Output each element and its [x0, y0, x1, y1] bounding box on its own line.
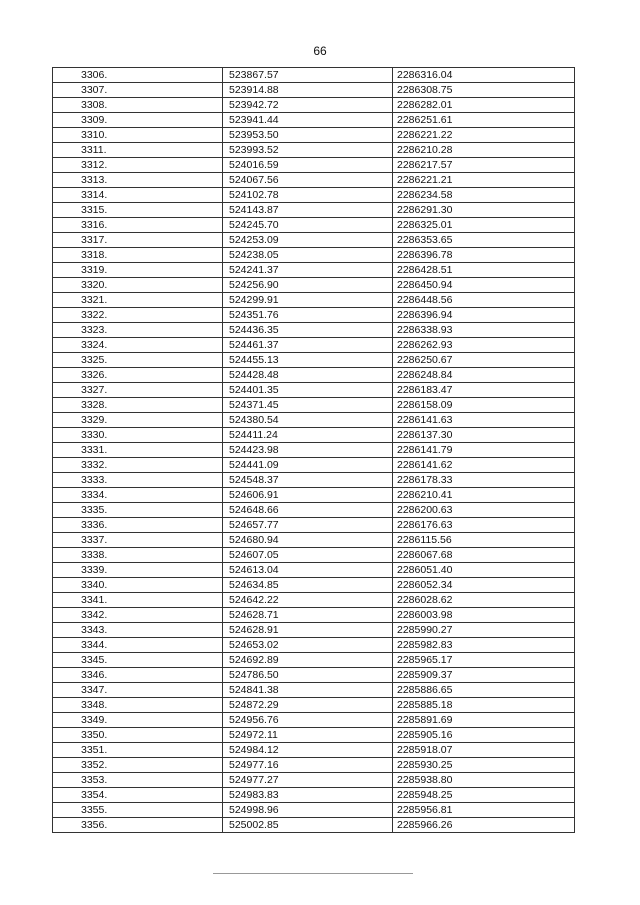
serial-number-cell: 3336. — [53, 518, 223, 533]
y-coordinate-cell: 2286217.57 — [393, 158, 575, 173]
serial-number-cell: 3331. — [53, 443, 223, 458]
table-row — [53, 68, 575, 83]
x-coordinate-cell: 524653.02 — [223, 638, 393, 653]
x-coordinate-cell: 524607.05 — [223, 548, 393, 563]
x-coordinate-cell: 523914.88 — [223, 83, 393, 98]
x-coordinate-cell: 524411.24 — [223, 428, 393, 443]
x-coordinate-cell: 523941.44 — [223, 113, 393, 128]
x-coordinate-cell: 524872.29 — [223, 698, 393, 713]
table-row — [53, 788, 575, 803]
table-row — [53, 83, 575, 98]
x-coordinate-cell: 524245.70 — [223, 218, 393, 233]
y-coordinate-cell: 2286067.68 — [393, 548, 575, 563]
x-coordinate-cell: 524241.37 — [223, 263, 393, 278]
serial-number-cell: 3324. — [53, 338, 223, 353]
x-coordinate-cell: 524016.59 — [223, 158, 393, 173]
serial-number-cell: 3322. — [53, 308, 223, 323]
serial-number-cell: 3338. — [53, 548, 223, 563]
table-row — [53, 578, 575, 593]
table-row — [53, 488, 575, 503]
table-row — [53, 443, 575, 458]
table-row — [53, 218, 575, 233]
y-coordinate-cell: 2286052.34 — [393, 578, 575, 593]
serial-number-cell: 3346. — [53, 668, 223, 683]
serial-number-cell: 3327. — [53, 383, 223, 398]
table-row — [53, 143, 575, 158]
serial-number-cell: 3325. — [53, 353, 223, 368]
coordinates-table-body — [53, 68, 575, 833]
y-coordinate-cell: 2286051.40 — [393, 563, 575, 578]
y-coordinate-cell: 2285965.17 — [393, 653, 575, 668]
serial-number-cell: 3321. — [53, 293, 223, 308]
table-row — [53, 428, 575, 443]
y-coordinate-cell: 2286141.79 — [393, 443, 575, 458]
x-coordinate-cell: 524606.91 — [223, 488, 393, 503]
table-row — [53, 608, 575, 623]
y-coordinate-cell: 2286183.47 — [393, 383, 575, 398]
y-coordinate-cell: 2285938.80 — [393, 773, 575, 788]
table-row — [53, 263, 575, 278]
x-coordinate-cell: 524428.48 — [223, 368, 393, 383]
x-coordinate-cell: 524238.05 — [223, 248, 393, 263]
x-coordinate-cell: 524642.22 — [223, 593, 393, 608]
x-coordinate-cell: 524613.04 — [223, 563, 393, 578]
y-coordinate-cell: 2286028.62 — [393, 593, 575, 608]
table-row — [53, 338, 575, 353]
y-coordinate-cell: 2286248.84 — [393, 368, 575, 383]
table-row — [53, 593, 575, 608]
y-coordinate-cell: 2286141.62 — [393, 458, 575, 473]
table-row — [53, 353, 575, 368]
serial-number-cell: 3312. — [53, 158, 223, 173]
y-coordinate-cell: 2285891.69 — [393, 713, 575, 728]
table-row — [53, 158, 575, 173]
x-coordinate-cell: 523953.50 — [223, 128, 393, 143]
serial-number-cell: 3352. — [53, 758, 223, 773]
table-row — [53, 668, 575, 683]
serial-number-cell: 3344. — [53, 638, 223, 653]
x-coordinate-cell: 524143.87 — [223, 203, 393, 218]
x-coordinate-cell: 524436.35 — [223, 323, 393, 338]
table-row — [53, 743, 575, 758]
serial-number-cell: 3320. — [53, 278, 223, 293]
serial-number-cell: 3323. — [53, 323, 223, 338]
y-coordinate-cell: 2286003.98 — [393, 608, 575, 623]
serial-number-cell: 3311. — [53, 143, 223, 158]
x-coordinate-cell: 524956.76 — [223, 713, 393, 728]
table-row — [53, 278, 575, 293]
serial-number-cell: 3342. — [53, 608, 223, 623]
x-coordinate-cell: 524977.16 — [223, 758, 393, 773]
table-row — [53, 398, 575, 413]
y-coordinate-cell: 2286234.58 — [393, 188, 575, 203]
y-coordinate-cell: 2286428.51 — [393, 263, 575, 278]
table-row — [53, 503, 575, 518]
serial-number-cell: 3335. — [53, 503, 223, 518]
serial-number-cell: 3310. — [53, 128, 223, 143]
y-coordinate-cell: 2285990.27 — [393, 623, 575, 638]
x-coordinate-cell: 524441.09 — [223, 458, 393, 473]
y-coordinate-cell: 2285930.25 — [393, 758, 575, 773]
x-coordinate-cell: 524102.78 — [223, 188, 393, 203]
serial-number-cell: 3347. — [53, 683, 223, 698]
x-coordinate-cell: 523942.72 — [223, 98, 393, 113]
table-row — [53, 548, 575, 563]
y-coordinate-cell: 2286158.09 — [393, 398, 575, 413]
serial-number-cell: 3306. — [53, 68, 223, 83]
y-coordinate-cell: 2286308.75 — [393, 83, 575, 98]
serial-number-cell: 3340. — [53, 578, 223, 593]
y-coordinate-cell: 2285966.26 — [393, 818, 575, 833]
x-coordinate-cell: 524380.54 — [223, 413, 393, 428]
x-coordinate-cell: 524253.09 — [223, 233, 393, 248]
serial-number-cell: 3329. — [53, 413, 223, 428]
y-coordinate-cell: 2286353.65 — [393, 233, 575, 248]
table-row — [53, 383, 575, 398]
table-row — [53, 623, 575, 638]
y-coordinate-cell: 2285918.07 — [393, 743, 575, 758]
serial-number-cell: 3339. — [53, 563, 223, 578]
table-row — [53, 698, 575, 713]
y-coordinate-cell: 2285886.65 — [393, 683, 575, 698]
serial-number-cell: 3333. — [53, 473, 223, 488]
coordinates-table-container — [52, 67, 574, 833]
x-coordinate-cell: 524461.37 — [223, 338, 393, 353]
serial-number-cell: 3315. — [53, 203, 223, 218]
y-coordinate-cell: 2286396.78 — [393, 248, 575, 263]
table-row — [53, 188, 575, 203]
y-coordinate-cell: 2285885.18 — [393, 698, 575, 713]
serial-number-cell: 3353. — [53, 773, 223, 788]
table-row — [53, 98, 575, 113]
serial-number-cell: 3356. — [53, 818, 223, 833]
serial-number-cell: 3326. — [53, 368, 223, 383]
serial-number-cell: 3351. — [53, 743, 223, 758]
x-coordinate-cell: 524067.56 — [223, 173, 393, 188]
y-coordinate-cell: 2286141.63 — [393, 413, 575, 428]
table-row — [53, 758, 575, 773]
serial-number-cell: 3328. — [53, 398, 223, 413]
table-row — [53, 713, 575, 728]
table-row — [53, 458, 575, 473]
table-row — [53, 803, 575, 818]
y-coordinate-cell: 2286210.41 — [393, 488, 575, 503]
footer-rule — [213, 873, 413, 874]
y-coordinate-cell: 2286221.22 — [393, 128, 575, 143]
serial-number-cell: 3349. — [53, 713, 223, 728]
table-row — [53, 818, 575, 833]
table-row — [53, 173, 575, 188]
x-coordinate-cell: 524299.91 — [223, 293, 393, 308]
serial-number-cell: 3330. — [53, 428, 223, 443]
x-coordinate-cell: 524972.11 — [223, 728, 393, 743]
y-coordinate-cell: 2285956.81 — [393, 803, 575, 818]
x-coordinate-cell: 524371.45 — [223, 398, 393, 413]
y-coordinate-cell: 2285982.83 — [393, 638, 575, 653]
table-row — [53, 113, 575, 128]
y-coordinate-cell: 2286316.04 — [393, 68, 575, 83]
y-coordinate-cell: 2286282.01 — [393, 98, 575, 113]
y-coordinate-cell: 2286178.33 — [393, 473, 575, 488]
serial-number-cell: 3319. — [53, 263, 223, 278]
x-coordinate-cell: 524657.77 — [223, 518, 393, 533]
serial-number-cell: 3354. — [53, 788, 223, 803]
coordinates-table — [52, 67, 575, 833]
y-coordinate-cell: 2286325.01 — [393, 218, 575, 233]
serial-number-cell: 3308. — [53, 98, 223, 113]
y-coordinate-cell: 2286200.63 — [393, 503, 575, 518]
serial-number-cell: 3318. — [53, 248, 223, 263]
serial-number-cell: 3350. — [53, 728, 223, 743]
x-coordinate-cell: 524680.94 — [223, 533, 393, 548]
table-row — [53, 308, 575, 323]
serial-number-cell: 3345. — [53, 653, 223, 668]
table-row — [53, 248, 575, 263]
y-coordinate-cell: 2286210.28 — [393, 143, 575, 158]
y-coordinate-cell: 2286137.30 — [393, 428, 575, 443]
page-number: 66 — [313, 44, 327, 58]
serial-number-cell: 3334. — [53, 488, 223, 503]
y-coordinate-cell: 2286176.63 — [393, 518, 575, 533]
x-coordinate-cell: 524998.96 — [223, 803, 393, 818]
y-coordinate-cell: 2286396.94 — [393, 308, 575, 323]
y-coordinate-cell: 2286448.56 — [393, 293, 575, 308]
table-row — [53, 653, 575, 668]
y-coordinate-cell: 2286291.30 — [393, 203, 575, 218]
table-row — [53, 233, 575, 248]
serial-number-cell: 3337. — [53, 533, 223, 548]
y-coordinate-cell: 2285905.16 — [393, 728, 575, 743]
table-row — [53, 563, 575, 578]
x-coordinate-cell: 524401.35 — [223, 383, 393, 398]
table-row — [53, 128, 575, 143]
x-coordinate-cell: 524628.71 — [223, 608, 393, 623]
x-coordinate-cell: 524841.38 — [223, 683, 393, 698]
table-row — [53, 533, 575, 548]
table-row — [53, 773, 575, 788]
table-row — [53, 518, 575, 533]
serial-number-cell: 3316. — [53, 218, 223, 233]
x-coordinate-cell: 524648.66 — [223, 503, 393, 518]
serial-number-cell: 3313. — [53, 173, 223, 188]
x-coordinate-cell: 524977.27 — [223, 773, 393, 788]
table-row — [53, 638, 575, 653]
y-coordinate-cell: 2286262.93 — [393, 338, 575, 353]
x-coordinate-cell: 524628.91 — [223, 623, 393, 638]
y-coordinate-cell: 2286251.61 — [393, 113, 575, 128]
x-coordinate-cell: 524634.85 — [223, 578, 393, 593]
table-row — [53, 683, 575, 698]
x-coordinate-cell: 524983.83 — [223, 788, 393, 803]
x-coordinate-cell: 523993.52 — [223, 143, 393, 158]
serial-number-cell: 3341. — [53, 593, 223, 608]
x-coordinate-cell: 524351.76 — [223, 308, 393, 323]
serial-number-cell: 3314. — [53, 188, 223, 203]
x-coordinate-cell: 524548.37 — [223, 473, 393, 488]
x-coordinate-cell: 523867.57 — [223, 68, 393, 83]
y-coordinate-cell: 2285909.37 — [393, 668, 575, 683]
x-coordinate-cell: 525002.85 — [223, 818, 393, 833]
serial-number-cell: 3355. — [53, 803, 223, 818]
serial-number-cell: 3307. — [53, 83, 223, 98]
serial-number-cell: 3317. — [53, 233, 223, 248]
y-coordinate-cell: 2286115.56 — [393, 533, 575, 548]
table-row — [53, 368, 575, 383]
serial-number-cell: 3343. — [53, 623, 223, 638]
y-coordinate-cell: 2285948.25 — [393, 788, 575, 803]
x-coordinate-cell: 524984.12 — [223, 743, 393, 758]
x-coordinate-cell: 524786.50 — [223, 668, 393, 683]
y-coordinate-cell: 2286250.67 — [393, 353, 575, 368]
table-row — [53, 323, 575, 338]
serial-number-cell: 3332. — [53, 458, 223, 473]
x-coordinate-cell: 524692.89 — [223, 653, 393, 668]
table-row — [53, 293, 575, 308]
x-coordinate-cell: 524423.98 — [223, 443, 393, 458]
x-coordinate-cell: 524256.90 — [223, 278, 393, 293]
y-coordinate-cell: 2286221.21 — [393, 173, 575, 188]
table-row — [53, 203, 575, 218]
table-row — [53, 728, 575, 743]
x-coordinate-cell: 524455.13 — [223, 353, 393, 368]
y-coordinate-cell: 2286338.93 — [393, 323, 575, 338]
y-coordinate-cell: 2286450.94 — [393, 278, 575, 293]
serial-number-cell: 3309. — [53, 113, 223, 128]
table-row — [53, 473, 575, 488]
table-row — [53, 413, 575, 428]
serial-number-cell: 3348. — [53, 698, 223, 713]
